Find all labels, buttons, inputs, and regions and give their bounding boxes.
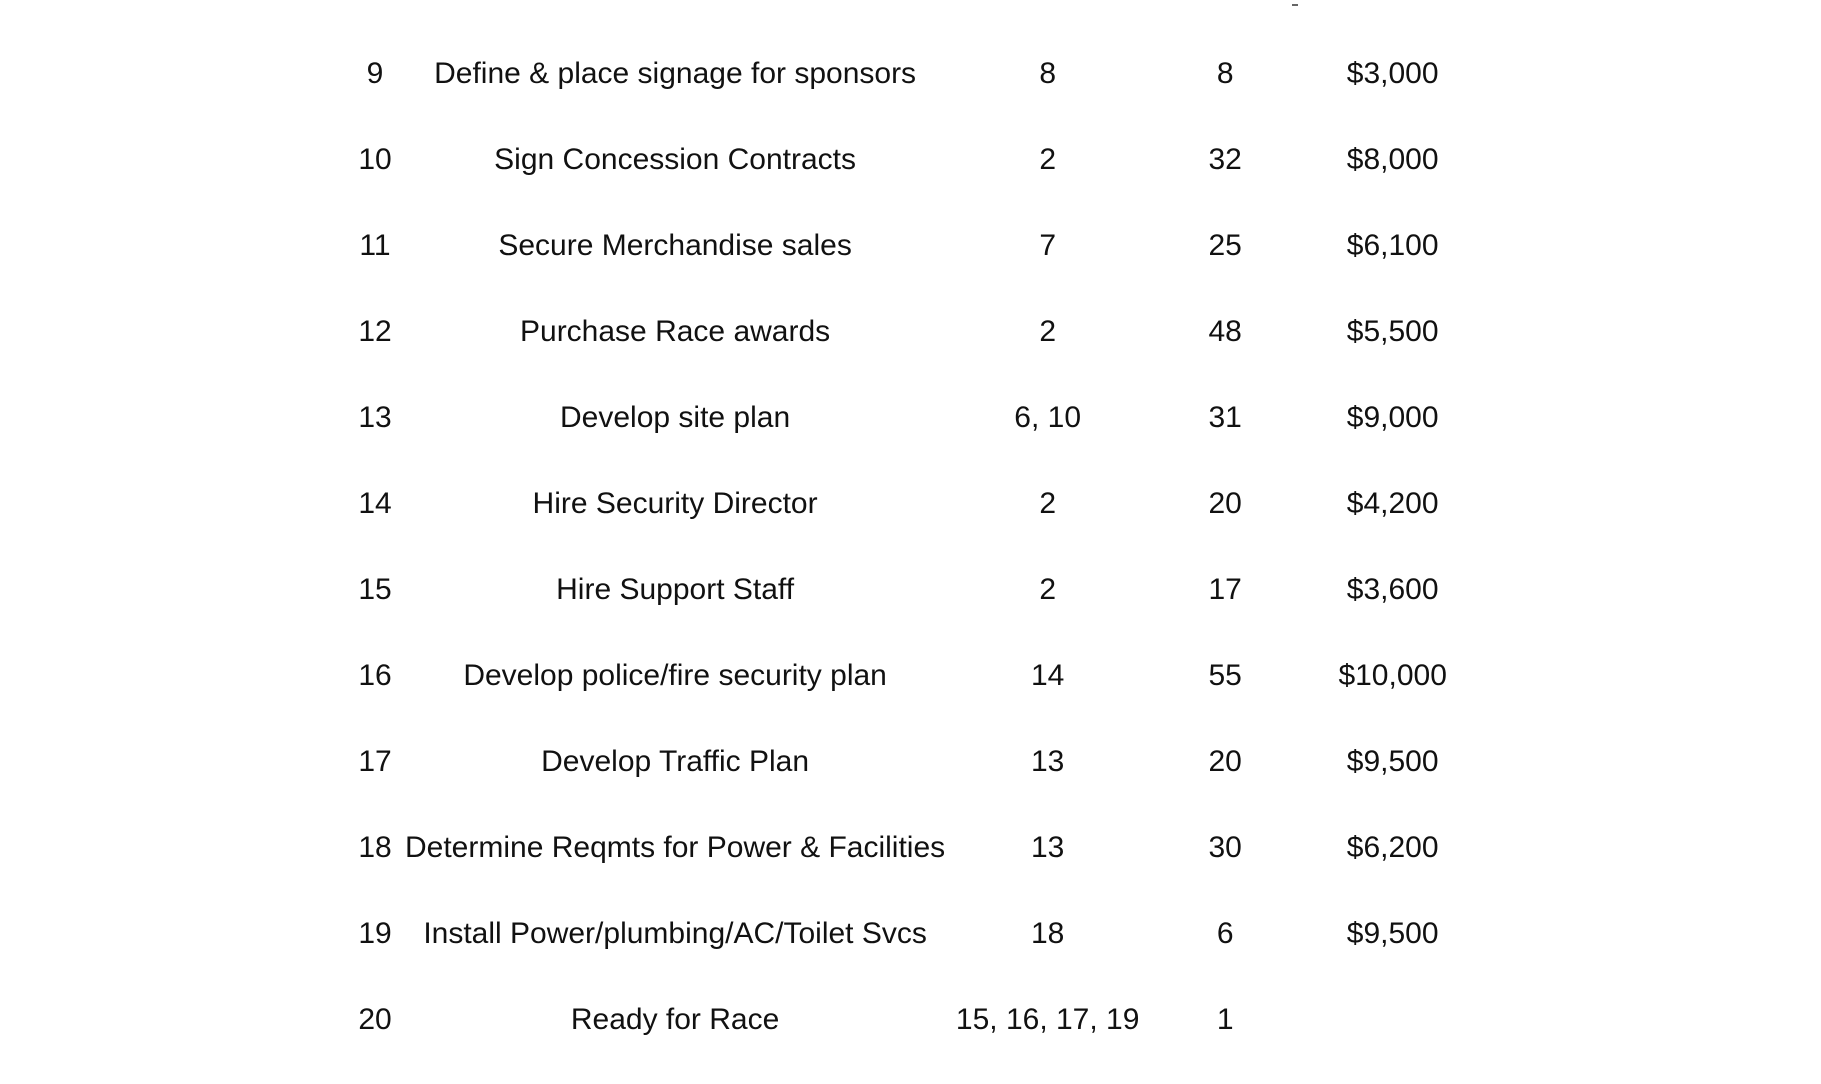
cost-cell: $3,000 [1346,57,1439,90]
predecessors-cell: 13 [1030,745,1065,778]
duration-cell: 32 [1208,143,1242,176]
table-row [345,117,1485,203]
task-name-cell: Hire Security Director [532,487,818,520]
task-id-cell: 15 [358,573,392,606]
cost-cell [1300,977,1485,1063]
duration-cell: 17 [1208,573,1242,606]
task-name-cell: Purchase Race awards [520,315,831,348]
task-name-cell: Develop Traffic Plan [541,745,810,778]
table-row [345,31,1485,117]
cost-cell: $6,200 [1346,831,1439,864]
task-id-cell: 16 [358,659,392,692]
predecessors-cell: 2 [1039,573,1057,606]
task-id-cell: 20 [358,1003,392,1036]
cost-cell: $3,600 [1346,573,1439,606]
table-row [345,891,1485,977]
duration-cell: 8 [1216,57,1234,90]
table-row [345,547,1485,633]
task-name-cell: Install Power/plumbing/AC/Toilet Svcs [423,917,927,950]
table-row [345,461,1485,547]
duration-cell: 20 [1208,487,1242,520]
table-row [345,289,1485,375]
duration-cell: 1 [1216,1003,1234,1036]
task-id-cell: 10 [358,143,392,176]
predecessors-cell: 18 [1030,917,1065,950]
task-table [345,31,1485,1063]
predecessors-cell: 15, 16, 17, 19 [955,1003,1140,1036]
table-row [345,805,1485,891]
task-id-cell: 14 [358,487,392,520]
duration-cell: 20 [1208,745,1242,778]
task-id-cell: 19 [358,917,392,950]
predecessors-cell: 13 [1030,831,1065,864]
table-row [345,633,1485,719]
duration-cell: 55 [1208,659,1242,692]
cropped-text-mark [1292,4,1298,6]
task-name-cell: Hire Support Staff [556,573,795,606]
task-id-cell: 18 [358,831,392,864]
predecessors-cell: 2 [1039,143,1057,176]
duration-cell: 25 [1208,229,1242,262]
task-table-body [345,31,1485,1063]
task-name-cell: Sign Concession Contracts [494,143,857,176]
task-id-cell: 17 [358,745,392,778]
cost-cell: $9,500 [1346,917,1439,950]
cost-cell: $4,200 [1346,487,1439,520]
cost-cell: $9,500 [1346,745,1439,778]
task-name-cell: Define & place signage for sponsors [434,57,917,90]
cost-cell: $10,000 [1338,659,1447,692]
task-id-cell: 11 [359,229,391,262]
predecessors-cell: 2 [1039,487,1057,520]
predecessors-cell: 8 [1039,57,1057,90]
predecessors-cell: 14 [1030,659,1065,692]
task-name-cell: Develop site plan [560,401,791,434]
table-row [345,375,1485,461]
duration-cell: 6 [1216,917,1234,950]
cost-cell: $8,000 [1346,143,1439,176]
table-row [345,977,1485,1063]
cost-cell: $6,100 [1346,229,1439,262]
cost-cell: $9,000 [1346,401,1439,434]
task-id-cell: 13 [358,401,392,434]
predecessors-cell: 7 [1039,229,1057,262]
task-name-cell: Develop police/fire security plan [463,659,887,692]
task-id-cell: 9 [366,57,384,90]
table-row [345,719,1485,805]
predecessors-cell: 2 [1039,315,1057,348]
duration-cell: 48 [1208,315,1242,348]
task-name-cell: Determine Reqmts for Power & Facilities [405,831,946,864]
cost-cell: $5,500 [1346,315,1439,348]
duration-cell: 30 [1208,831,1242,864]
table-row [345,203,1485,289]
predecessors-cell: 6, 10 [1014,401,1082,434]
task-name-cell: Secure Merchandise sales [498,229,852,262]
task-id-cell: 12 [358,315,392,348]
duration-cell: 31 [1208,401,1242,434]
task-name-cell: Ready for Race [570,1003,780,1036]
